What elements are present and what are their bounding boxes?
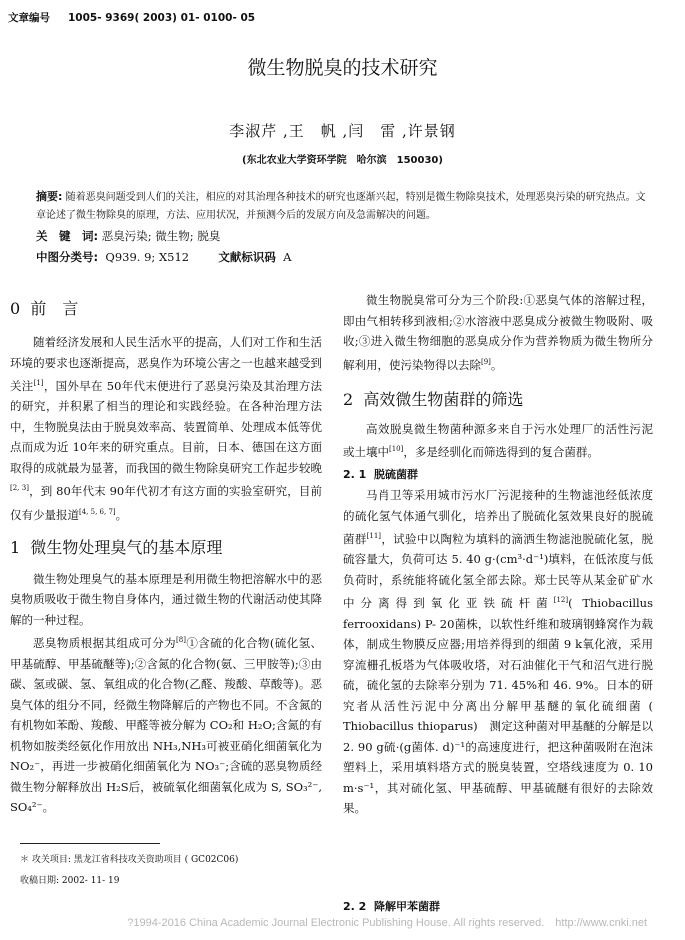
- clc-label: 中图分类号:: [36, 250, 99, 264]
- affiliation: (东北农业大学资环学院 哈尔滨 150030): [242, 155, 443, 166]
- doc-code-label: 文献标识码: [218, 250, 276, 264]
- section-0-heading: 0 前 言: [10, 299, 79, 318]
- funding-footnote: ＊ 攻关项目: 黑龙江省科技攻关资助项目 ( GC02C06): [20, 855, 239, 865]
- section-1-paragraph-1: 微生物处理臭气的基本原理是利用微生物把溶解水中的恶臭物质吸收于微生物自身体内，通过微生物的代谢活动使其降解的一种过程。: [10, 571, 322, 627]
- section-2-2-heading: 2. 2 降解甲苯菌群: [343, 900, 440, 913]
- keywords-label: 关 键 词:: [36, 229, 99, 243]
- section-2-heading: 2 高效微生物菌群的筛选: [343, 389, 524, 409]
- article-number-label: 文章编号: [8, 12, 50, 24]
- stages-paragraph: 微生物脱臭常可分为三个阶段:①恶臭气体的溶解过程，即由气相转移到液相;②水溶液中恶臭成分被微生物吸附、吸收;③进入微生物细胞的恶臭成分作为营养物质为微生物所分解利用，使污染物得以去除[9]。: [343, 293, 653, 372]
- abstract-label: 摘要:: [36, 190, 63, 203]
- authors: 李淑芹 ,王 帆 ,闫 雷 ,许景钢: [229, 122, 456, 140]
- section-1-paragraph-2: 恶臭物质根据其组成可分为[8]①含硫的化合物(硫化氢、甲基硫醇、甲基硫醚等);②含氮的化合物(氨、三甲胺等);③由碳、氢或碳、氢、氧组成的化合物(乙醛、羧酸、草酸等)。恶臭气体的组分不同，经微生物降解后的产物也不同。不含氮的有机物如苯酚、羧酸、甲醛等被分解为 CO₂和 H₂O;含氮的有机物如胺类经氨化作用放出 NH₃,NH₃可被亚硝化细菌氧化为 NO₂⁻，再进一步被硝化细菌氧化为 NO₃⁻;含硫的恶臭物质经微生物分解释放出 H₂S后，被硫氧化细菌氧化成为 S, SO₃²⁻, SO₄²⁻。: [10, 636, 322, 815]
- keywords: [36, 228, 220, 244]
- paper-title: 微生物脱臭的技术研究: [247, 57, 438, 79]
- section-2-paragraph: 高效脱臭微生物菌种源多来自于污水处理厂的活性污泥或土壤中[10]，多是经驯化而筛选得到的复合菌群。: [343, 421, 653, 460]
- abstract-text: 随着恶臭问题受到人们的关注，相应的对其治理各种技术的研究也逐渐兴起，特别是微生物除臭技术，处理恶臭污染的研究热点。文章论述了微生物除臭的原理，方法、应用状况，并预测今后的发展方向及急需解决的问题。: [36, 192, 646, 221]
- section-2-1-heading: 2. 1 脱硫菌群: [343, 467, 418, 481]
- publisher-watermark: ?1994-2016 China Academic Journal Electronic Publishing House. All rights reserved. http://www.cnki.net: [127, 917, 647, 929]
- keywords-text: 恶臭污染; 微生物; 脱臭: [101, 229, 221, 243]
- article-number-code: 1005- 9369( 2003) 01- 0100- 05: [68, 12, 256, 24]
- right-column: [343, 290, 653, 819]
- doc-code: A: [283, 250, 292, 264]
- section-2-1-paragraph: 马肖卫等采用城市污水厂污泥接种的生物滤池经低浓度的硫化氢气体通气驯化，培养出了脱硫化氢效果良好的脱硫菌群[11]，试验中以陶粒为填料的滴洒生物滤池脱硫化氢，脱硫容量大，负荷可达 5. 40 g·(cm³·d⁻¹)填料，在低浓度与低负荷时，系统能将硫化氢全部去除。郑士民等从某金矿矿水中分离得到氧化亚铁硫杆菌[12]( Thiobacillus ferrooxidans) P- 20菌株，以软性纤维和玻璃钢蜂窝作为载体，制成生物膜反应器;用培养得到的细菌 9 k氧化液，采用穿流栅孔板塔为气体吸收塔，对石油催化干气和沼气进行脱硫，硫化氢的去除率分别为 71. 45%和 46. 9%。日本的研究者从活性污泥中分离出分解甲基醚的氧化硫细菌 ( Thiobacillus thioparus) 测定这种菌对甲基醚的分解是以 2. 90 g硫·(g菌体. d)⁻¹的高速度进行，把这种菌吸附在泡沫塑料上，采用填料塔方式的脱臭装置，空塔线速度为 0. 10 m·s⁻¹，其对硫化氢、甲基硫醇、甲基硫醚有很好的去除效果。: [343, 488, 654, 816]
- received-date: 收稿日期: 2002- 11- 19: [20, 876, 120, 886]
- section-1-heading: 1 微生物处理臭气的基本原理: [10, 537, 223, 557]
- footnote-divider: [20, 843, 160, 844]
- left-column: [10, 298, 322, 818]
- abstract: [36, 188, 648, 225]
- section-0-paragraph: 随着经济发展和人民生活水平的提高，人们对工作和生活环境的要求也逐渐提高，恶臭作为环境公害之一也越来越受到关注[1]，国外早在 50年代末便进行了恶臭污染及其治理方法的研究，并积累了相当的理论和实践经验。在各种治理方法中，生物脱臭法由于脱臭效率高、装置简单、处理成本低等优点而成为近 10年来的研究重点。目前，日本、德国在这方面取得的成就最为显著，而我国的微生物除臭研究工作起步较晚[2, 3]，到 80年代末 90年代初才有这方面的实验室研究，目前仅有少量报道[4, 5, 6, 7]。: [10, 335, 323, 522]
- clc-code: Q939. 9; X512: [105, 250, 190, 264]
- article-number: [8, 10, 255, 25]
- classification: [36, 249, 291, 265]
